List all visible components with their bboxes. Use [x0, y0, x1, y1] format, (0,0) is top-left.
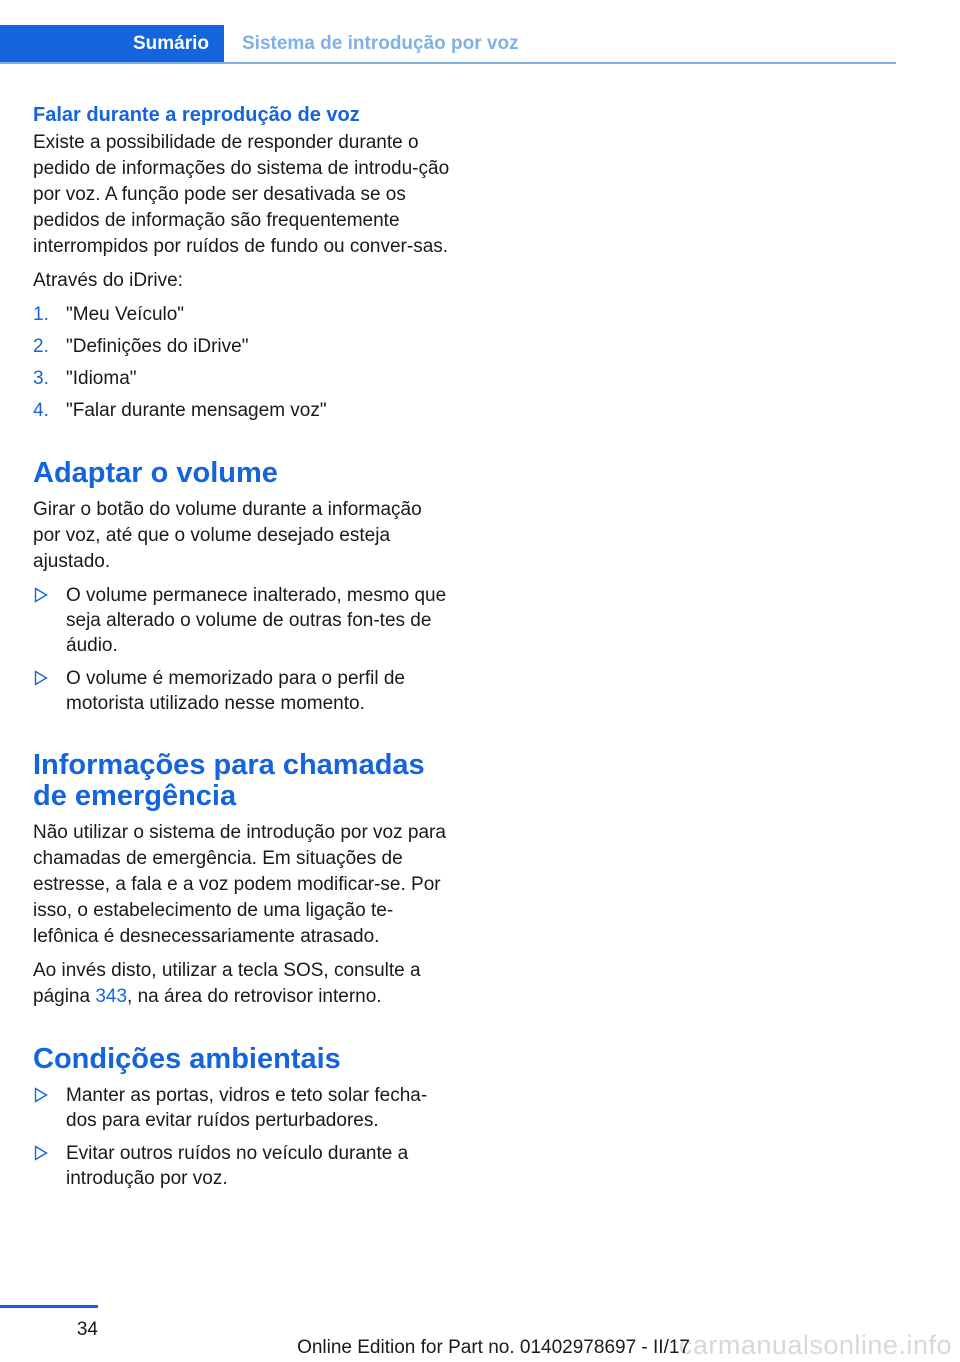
step-number: 2. — [33, 336, 49, 357]
list-item — [33, 1141, 451, 1191]
bullet-text: Manter as portas, vidros e teto solar fecha‐dos para evitar ruídos perturbadores. — [66, 1085, 428, 1131]
paragraph-via-idrive: Através do iDrive: — [33, 270, 183, 291]
tab-chapter-voice-input[interactable]: Sistema de introdução por voz — [242, 33, 519, 54]
bullet-text: O volume é memorizado para o perfil de motorista utilizado nesse momento. — [66, 668, 405, 714]
top-navigation — [0, 0, 896, 64]
bullet-text: Evitar outros ruídos no veículo durante a introdução por voz. — [66, 1143, 409, 1189]
footer-divider — [0, 1305, 98, 1308]
list-item — [33, 1083, 451, 1133]
page-content — [33, 102, 451, 1199]
watermark: carmanualsonline.info — [678, 1330, 952, 1360]
step-number: 4. — [33, 400, 49, 421]
bullet-text: O volume permanece inalterado, mesmo que seja alterado o volume de outras fon‐tes de áudio. — [66, 585, 447, 656]
list-item — [33, 666, 451, 716]
sos-text-before: Ao invés disto, utilizar a tecla SOS, consulte a página — [33, 960, 421, 1007]
heading-ambient-conditions: Condições ambientais — [33, 1043, 341, 1075]
paragraph-emergency-calls: Não utilizar o sistema de introdução por voz para chamadas de emergência. Em situações de estresse, a fala e a voz podem modificar-se. Por isso, o estabelecimento de uma ligação te‐lefônica é desnecessariamente atrasado. — [33, 822, 446, 947]
step-number: 3. — [33, 368, 49, 389]
volume-bullets-list — [33, 583, 451, 716]
paragraph-speak-during-playback: Existe a possibilidade de responder durante o pedido de informações do sistema de introdu‐ção por voz. A função pode ser desativada se os pedidos de informação são frequentemente interrompidos por ruídos de fundo ou conver‐sas. — [33, 132, 450, 257]
page-number: 34 — [76, 1319, 98, 1340]
paragraph-sos-button — [33, 958, 451, 1010]
step-text: "Idioma" — [66, 368, 137, 389]
step-text: "Meu Veículo" — [66, 304, 185, 325]
idrive-steps-list — [33, 302, 451, 424]
tab-sumario[interactable]: Sumário — [0, 25, 224, 62]
subheading-speak-during-playback: Falar durante a reprodução de voz — [33, 104, 360, 126]
ambient-bullets-list — [33, 1083, 451, 1191]
sos-text-after: , na área do retrovisor interno. — [127, 986, 382, 1007]
heading-emergency-calls: Informações para chamadas de emergência — [33, 749, 425, 812]
list-item — [33, 366, 451, 392]
step-text: "Falar durante mensagem voz" — [66, 400, 327, 421]
triangle-bullet-icon — [34, 1145, 48, 1161]
list-item — [33, 302, 451, 328]
triangle-bullet-icon — [34, 1087, 48, 1103]
step-text: "Definições do iDrive" — [66, 336, 249, 357]
triangle-bullet-icon — [34, 587, 48, 603]
triangle-bullet-icon — [34, 670, 48, 686]
paragraph-adjust-volume: Girar o botão do volume durante a informação por voz, até que o volume desejado esteja ajustado. — [33, 499, 422, 572]
step-number: 1. — [33, 304, 49, 325]
list-item — [33, 334, 451, 360]
edition-info: Online Edition for Part no. 01402978697 - II/17 — [297, 1337, 690, 1358]
page-reference-link[interactable]: 343 — [95, 986, 128, 1007]
heading-adjust-volume: Adaptar o volume — [33, 457, 278, 489]
list-item — [33, 398, 451, 424]
list-item — [33, 583, 451, 658]
